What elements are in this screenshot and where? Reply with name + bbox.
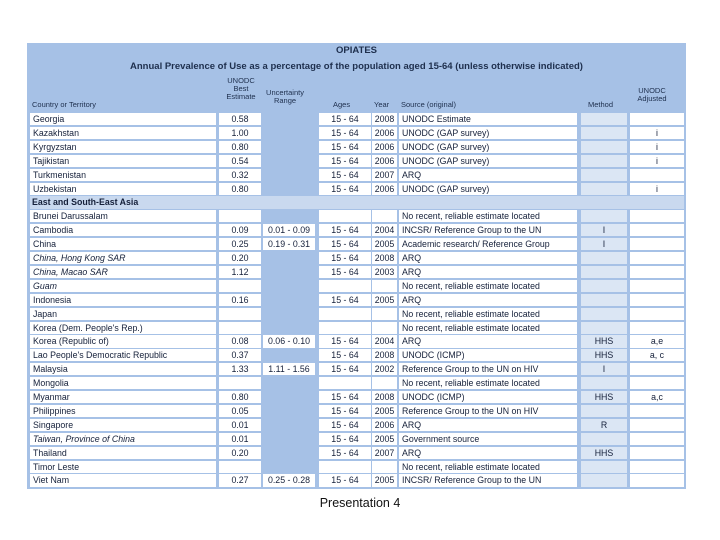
cell-method: HHS xyxy=(581,391,627,403)
cell-uncertainty: 0.06 - 0.10 xyxy=(263,335,315,347)
cell-uncertainty xyxy=(263,210,315,222)
cell-method xyxy=(581,433,627,445)
cell-adjusted: a, c xyxy=(630,349,684,361)
cell-adjusted: i xyxy=(630,127,684,139)
cell-method xyxy=(581,474,627,486)
cell-country: Timor Leste xyxy=(30,461,216,473)
cell-best-estimate: 1.12 xyxy=(219,266,261,278)
cell-adjusted xyxy=(630,405,684,417)
cell-source: INCSR/ Reference Group to the UN xyxy=(399,474,577,486)
cell-best-estimate: 0.09 xyxy=(219,224,261,236)
cell-source: ARQ xyxy=(399,447,577,459)
cell-best-estimate: 0.20 xyxy=(219,447,261,459)
cell-uncertainty xyxy=(263,405,315,417)
cell-method: R xyxy=(581,419,627,431)
cell-method xyxy=(581,113,627,125)
cell-country: China, Hong Kong SAR xyxy=(30,252,216,264)
cell-method xyxy=(581,141,627,153)
cell-ages: 15 - 64 xyxy=(319,238,371,250)
cell-adjusted xyxy=(630,433,684,445)
col-header-adjusted: UNODC Adjusted xyxy=(637,86,667,103)
col-header-source: Source (original) xyxy=(401,100,457,109)
cell-country: Philippines xyxy=(30,405,216,417)
cell-best-estimate: 0.16 xyxy=(219,294,261,306)
cell-best-estimate xyxy=(219,377,261,389)
cell-country: Brunei Darussalam xyxy=(30,210,216,222)
cell-uncertainty: 1.11 - 1.56 xyxy=(263,363,315,375)
cell-source: ARQ xyxy=(399,266,577,278)
cell-best-estimate xyxy=(219,322,261,334)
cell-ages: 15 - 64 xyxy=(319,335,371,347)
cell-best-estimate: 0.08 xyxy=(219,335,261,347)
cell-method: HHS xyxy=(581,447,627,459)
cell-method xyxy=(581,461,627,473)
cell-year: 2008 xyxy=(372,113,397,125)
cell-country: Mongolia xyxy=(30,377,216,389)
cell-year: 2005 xyxy=(372,294,397,306)
cell-best-estimate: 0.05 xyxy=(219,405,261,417)
cell-uncertainty xyxy=(263,433,315,445)
cell-country: Indonesia xyxy=(30,294,216,306)
cell-uncertainty xyxy=(263,461,315,473)
cell-ages xyxy=(319,210,371,222)
cell-ages: 15 - 64 xyxy=(319,433,371,445)
cell-uncertainty xyxy=(263,169,315,181)
cell-best-estimate: 0.54 xyxy=(219,155,261,167)
cell-best-estimate: 0.80 xyxy=(219,141,261,153)
cell-ages xyxy=(319,461,371,473)
cell-adjusted xyxy=(630,224,684,236)
cell-source: UNODC (ICMP) xyxy=(399,349,577,361)
cell-uncertainty xyxy=(263,447,315,459)
cell-source: UNODC (ICMP) xyxy=(399,391,577,403)
cell-country: China, Macao SAR xyxy=(30,266,216,278)
cell-method xyxy=(581,127,627,139)
cell-ages: 15 - 64 xyxy=(319,169,371,181)
cell-source: No recent, reliable estimate located xyxy=(399,210,577,222)
cell-method xyxy=(581,294,627,306)
cell-best-estimate: 0.80 xyxy=(219,183,261,195)
cell-adjusted xyxy=(630,169,684,181)
cell-year: 2006 xyxy=(372,127,397,139)
cell-adjusted: i xyxy=(630,141,684,153)
cell-ages: 15 - 64 xyxy=(319,266,371,278)
cell-year: 2007 xyxy=(372,447,397,459)
cell-adjusted: a,c xyxy=(630,391,684,403)
cell-method xyxy=(581,405,627,417)
cell-country: Korea (Republic of) xyxy=(30,335,216,347)
cell-year xyxy=(372,210,397,222)
col-header-country: Country or Territory xyxy=(32,100,97,109)
cell-method xyxy=(581,155,627,167)
cell-ages xyxy=(319,322,371,334)
cell-adjusted xyxy=(630,252,684,264)
cell-source: UNODC (GAP survey) xyxy=(399,155,577,167)
cell-source: Government source xyxy=(399,433,577,445)
cell-year xyxy=(372,377,397,389)
cell-adjusted xyxy=(630,266,684,278)
cell-best-estimate: 0.58 xyxy=(219,113,261,125)
cell-year: 2005 xyxy=(372,433,397,445)
cell-country: Korea (Dem. People's Rep.) xyxy=(30,322,216,334)
cell-method xyxy=(581,266,627,278)
table-subtitle: Annual Prevalence of Use as a percentage of the population aged 15-64 (unless otherwise indicated) xyxy=(130,61,583,72)
cell-method xyxy=(581,169,627,181)
cell-year: 2007 xyxy=(372,169,397,181)
cell-adjusted xyxy=(630,447,684,459)
cell-best-estimate: 0.20 xyxy=(219,252,261,264)
cell-best-estimate: 0.32 xyxy=(219,169,261,181)
cell-adjusted xyxy=(630,322,684,334)
cell-country: Kazakhstan xyxy=(30,127,216,139)
cell-year: 2005 xyxy=(372,238,397,250)
cell-ages: 15 - 64 xyxy=(319,113,371,125)
cell-country: Uzbekistan xyxy=(30,183,216,195)
col-header-uncertainty: Uncertainty Range xyxy=(266,88,304,105)
cell-ages: 15 - 64 xyxy=(319,127,371,139)
cell-year: 2008 xyxy=(372,252,397,264)
cell-adjusted: i xyxy=(630,183,684,195)
cell-method: HHS xyxy=(581,349,627,361)
cell-source: Academic research/ Reference Group xyxy=(399,238,577,250)
cell-year: 2006 xyxy=(372,141,397,153)
cell-adjusted: i xyxy=(630,155,684,167)
cell-uncertainty xyxy=(263,155,315,167)
cell-source: UNODC (GAP survey) xyxy=(399,127,577,139)
cell-ages: 15 - 64 xyxy=(319,141,371,153)
cell-country: Guam xyxy=(30,280,216,292)
cell-country: Malaysia xyxy=(30,363,216,375)
cell-year: 2004 xyxy=(372,224,397,236)
cell-uncertainty xyxy=(263,252,315,264)
col-header-ages: Ages xyxy=(333,100,351,109)
cell-country: Kyrgyzstan xyxy=(30,141,216,153)
cell-source: No recent, reliable estimate located xyxy=(399,377,577,389)
cell-uncertainty xyxy=(263,419,315,431)
cell-source: Reference Group to the UN on HIV xyxy=(399,363,577,375)
cell-best-estimate xyxy=(219,308,261,320)
cell-uncertainty xyxy=(263,183,315,195)
section-header: East and South-East Asia xyxy=(30,196,684,208)
cell-best-estimate: 1.00 xyxy=(219,127,261,139)
cell-uncertainty xyxy=(263,280,315,292)
cell-year: 2006 xyxy=(372,155,397,167)
col-header-year: Year xyxy=(374,100,390,109)
cell-country: Taiwan, Province of China xyxy=(30,433,216,445)
cell-method xyxy=(581,377,627,389)
cell-country: Myanmar xyxy=(30,391,216,403)
cell-uncertainty xyxy=(263,377,315,389)
cell-ages: 15 - 64 xyxy=(319,363,371,375)
cell-source: ARQ xyxy=(399,294,577,306)
cell-uncertainty xyxy=(263,322,315,334)
cell-ages: 15 - 64 xyxy=(319,224,371,236)
cell-adjusted xyxy=(630,363,684,375)
cell-method: I xyxy=(581,238,627,250)
cell-source: ARQ xyxy=(399,169,577,181)
cell-adjusted xyxy=(630,308,684,320)
cell-best-estimate xyxy=(219,461,261,473)
cell-year: 2004 xyxy=(372,335,397,347)
cell-uncertainty xyxy=(263,308,315,320)
cell-method: I xyxy=(581,224,627,236)
cell-source: Reference Group to the UN on HIV xyxy=(399,405,577,417)
cell-adjusted xyxy=(630,461,684,473)
cell-year: 2006 xyxy=(372,183,397,195)
cell-ages: 15 - 64 xyxy=(319,294,371,306)
cell-source: ARQ xyxy=(399,335,577,347)
slide-caption: Presentation 4 xyxy=(319,496,401,510)
cell-best-estimate xyxy=(219,280,261,292)
cell-source: UNODC (GAP survey) xyxy=(399,141,577,153)
cell-adjusted xyxy=(630,474,684,486)
cell-country: Tajikistan xyxy=(30,155,216,167)
cell-uncertainty xyxy=(263,113,315,125)
cell-year: 2006 xyxy=(372,419,397,431)
cell-year: 2005 xyxy=(372,405,397,417)
cell-method xyxy=(581,183,627,195)
cell-country: Thailand xyxy=(30,447,216,459)
cell-uncertainty: 0.01 - 0.09 xyxy=(263,224,315,236)
cell-best-estimate: 0.37 xyxy=(219,349,261,361)
cell-method xyxy=(581,280,627,292)
cell-year: 2003 xyxy=(372,266,397,278)
cell-ages: 15 - 64 xyxy=(319,155,371,167)
cell-uncertainty xyxy=(263,349,315,361)
cell-adjusted xyxy=(630,419,684,431)
cell-best-estimate: 0.01 xyxy=(219,433,261,445)
cell-ages: 15 - 64 xyxy=(319,447,371,459)
cell-best-estimate: 0.80 xyxy=(219,391,261,403)
cell-ages: 15 - 64 xyxy=(319,349,371,361)
cell-source: No recent, reliable estimate located xyxy=(399,461,577,473)
cell-source: ARQ xyxy=(399,252,577,264)
cell-ages: 15 - 64 xyxy=(319,391,371,403)
cell-country: Viet Nam xyxy=(30,474,216,486)
cell-year: 2008 xyxy=(372,349,397,361)
cell-ages: 15 - 64 xyxy=(319,252,371,264)
cell-adjusted xyxy=(630,294,684,306)
cell-year xyxy=(372,280,397,292)
cell-uncertainty xyxy=(263,391,315,403)
cell-adjusted xyxy=(630,280,684,292)
cell-country: Japan xyxy=(30,308,216,320)
cell-method xyxy=(581,210,627,222)
cell-ages xyxy=(319,280,371,292)
cell-year xyxy=(372,461,397,473)
cell-uncertainty xyxy=(263,127,315,139)
cell-adjusted xyxy=(630,113,684,125)
cell-source: No recent, reliable estimate located xyxy=(399,322,577,334)
cell-adjusted xyxy=(630,377,684,389)
cell-uncertainty: 0.19 - 0.31 xyxy=(263,238,315,250)
opiates-table-sheet xyxy=(27,43,686,489)
cell-uncertainty xyxy=(263,141,315,153)
cell-adjusted xyxy=(630,210,684,222)
cell-uncertainty xyxy=(263,266,315,278)
cell-source: No recent, reliable estimate located xyxy=(399,280,577,292)
cell-adjusted: a,e xyxy=(630,335,684,347)
cell-source: UNODC (GAP survey) xyxy=(399,183,577,195)
cell-ages: 15 - 64 xyxy=(319,405,371,417)
cell-source: UNODC Estimate xyxy=(399,113,577,125)
cell-ages: 15 - 64 xyxy=(319,419,371,431)
cell-year: 2002 xyxy=(372,363,397,375)
cell-country: China xyxy=(30,238,216,250)
cell-source: No recent, reliable estimate located xyxy=(399,308,577,320)
cell-country: Turkmenistan xyxy=(30,169,216,181)
cell-method xyxy=(581,308,627,320)
cell-ages: 15 - 64 xyxy=(319,183,371,195)
cell-uncertainty: 0.25 - 0.28 xyxy=(263,474,315,486)
cell-best-estimate xyxy=(219,210,261,222)
cell-uncertainty xyxy=(263,294,315,306)
cell-best-estimate: 0.27 xyxy=(219,474,261,486)
cell-best-estimate: 1.33 xyxy=(219,363,261,375)
cell-adjusted xyxy=(630,238,684,250)
table-title: OPIATES xyxy=(336,45,377,56)
cell-year: 2008 xyxy=(372,391,397,403)
cell-country: Cambodia xyxy=(30,224,216,236)
cell-method: I xyxy=(581,363,627,375)
cell-method xyxy=(581,322,627,334)
cell-method xyxy=(581,252,627,264)
cell-best-estimate: 0.01 xyxy=(219,419,261,431)
col-header-method: Method xyxy=(588,100,614,109)
col-header-best-estimate: UNODC Best Estimate xyxy=(226,76,256,101)
cell-ages: 15 - 64 xyxy=(319,474,371,486)
cell-source: INCSR/ Reference Group to the UN xyxy=(399,224,577,236)
cell-method: HHS xyxy=(581,335,627,347)
cell-country: Singapore xyxy=(30,419,216,431)
cell-country: Lao People's Democratic Republic xyxy=(30,349,216,361)
cell-country: Georgia xyxy=(30,113,216,125)
cell-year: 2005 xyxy=(372,474,397,486)
cell-best-estimate: 0.25 xyxy=(219,238,261,250)
cell-year xyxy=(372,322,397,334)
cell-ages xyxy=(319,377,371,389)
cell-source: ARQ xyxy=(399,419,577,431)
cell-year xyxy=(372,308,397,320)
cell-ages xyxy=(319,308,371,320)
